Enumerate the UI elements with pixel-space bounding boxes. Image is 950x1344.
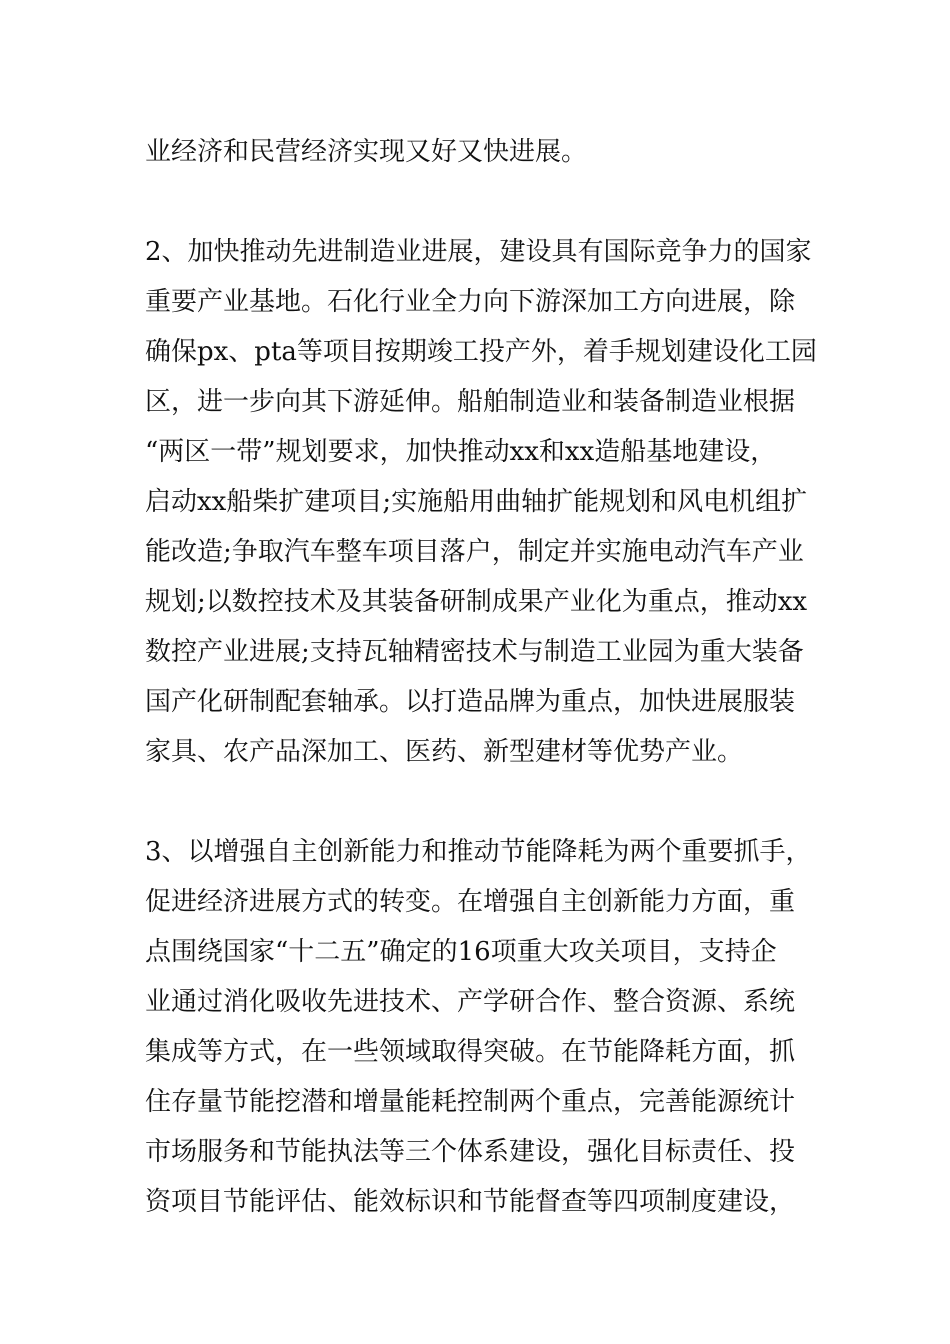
paragraph-2-line-11: 家具、农产品深加工、医药、新型建材等优势产业。	[145, 737, 744, 767]
paragraph-1-line-1: 业经济和民营经济实现又好又快进展。	[145, 137, 588, 167]
paragraph-2-line-5: “两区一带”规划要求，加快推动xx和xx造船基地建设，	[145, 437, 777, 467]
paragraph-2-line-10: 国产化研制配套轴承。以打造品牌为重点，加快进展服装	[145, 687, 796, 717]
paragraph-3-line-2: 促进经济进展方式的转变。在增强自主创新能力方面，重	[145, 887, 796, 917]
paragraph-3-line-7: 市场服务和节能执法等三个体系建设，强化目标责任、投	[145, 1137, 796, 1167]
paragraph-3-line-5: 集成等方式，在一些领域取得突破。在节能降耗方面，抓	[145, 1037, 796, 1067]
paragraph-2-line-1: 2、加快推动先进制造业进展，建设具有国际竞争力的国家	[145, 237, 812, 267]
paragraph-2-line-4: 区，进一步向其下游延伸。船舶制造业和装备制造业根据	[145, 387, 796, 417]
paragraph-2-line-9: 数控产业进展;支持瓦轴精密技术与制造工业园为重大装备	[145, 637, 804, 667]
paragraph-3-line-3: 点围绕国家“十二五”确定的16项重大攻关项目，支持企	[145, 937, 777, 967]
paragraph-2-line-3: 确保px、pta等项目按期竣工投产外，着手规划建设化工园	[145, 337, 817, 367]
paragraph-2-line-2: 重要产业基地。石化行业全力向下游深加工方向进展，除	[145, 287, 796, 317]
paragraph-3-line-4: 业通过消化吸收先进技术、产学研合作、整合资源、系统	[145, 987, 796, 1017]
paragraph-3-line-6: 住存量节能挖潜和增量能耗控制两个重点，完善能源统计	[145, 1087, 796, 1117]
paragraph-3-line-8: 资项目节能评估、能效标识和节能督查等四项制度建设，	[145, 1187, 796, 1217]
paragraph-2-line-8: 规划;以数控技术及其装备研制成果产业化为重点，推动xx	[145, 587, 808, 617]
paragraph-3-line-1: 3、以增强自主创新能力和推动节能降耗为两个重要抓手，	[145, 837, 812, 867]
paragraph-2-line-6: 启动xx船柴扩建项目;实施船用曲轴扩能规划和风电机组扩	[145, 487, 808, 517]
paragraph-2-line-7: 能改造;争取汽车整车项目落户，制定并实施电动汽车产业	[145, 537, 804, 567]
